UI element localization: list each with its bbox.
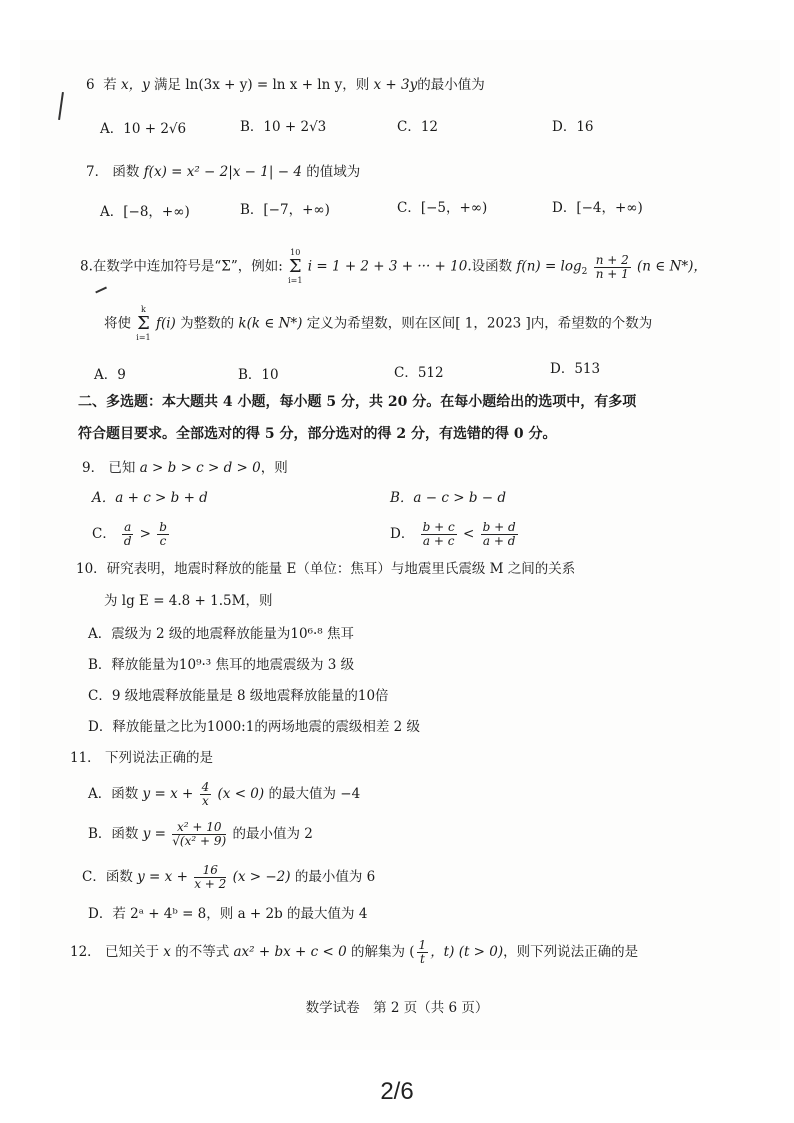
fraction: $\frac{4}{x}$ <box>201 780 210 808</box>
fraction: $\frac{b}{c}$ <box>159 520 167 548</box>
option-a: A．震级为 2 级的地震释放能量为10⁶·⁸ 焦耳 <box>88 626 355 642</box>
equation: ln(3x + y) = ln x + ln y <box>185 77 343 93</box>
option-c: C．512 <box>394 365 444 381</box>
option-c: C．9 级地震释放能量是 8 级地震释放能量的10倍 <box>88 688 389 704</box>
question-number: 6 <box>86 77 95 93</box>
section-instructions: 符合题目要求。全部选对的得 5 分，部分选对的得 2 分，有选错的得 0 分。 <box>78 426 557 442</box>
section-heading: 二、多选题：本大题共 4 小题，每小题 5 分，共 20 分。在每小题给出的选项中，有多项 <box>78 394 637 410</box>
option-b: B．释放能量为10⁹·³ 焦耳的地震震级为 3 级 <box>88 657 355 673</box>
fraction: $\frac{a}{d}$ <box>123 520 132 548</box>
question-10-stem-cont: 为 lg E = 4.8 + 1.5M，则 <box>104 593 273 609</box>
question-8-line2: 将使 k Σ i=1 f(i) 为整数的 k(k ∈ N*) 定义为希望数，则在区间[ 1，2023 ]内，希望数的个数为 <box>104 305 653 342</box>
question-8-line1: 8.在数学中连加符号是“Σ”，例如: 10 Σ i=1 i = 1 + 2 + 3 + ··· + 10.设函数 $f(n) = \log_2$ $\frac{n + 2}{n + 1}$ (n ∈ N*)， <box>80 248 707 285</box>
option-c: C．[−5，+∞) <box>397 200 488 216</box>
question-6-stem: 6 若 x，y 满足 ln(3x + y) = ln x + ln y，则 x + 3y的最小值为 <box>86 77 485 93</box>
question-10-stem: 10．研究表明，地震时释放的能量 E（单位：焦耳）与地震里氏震级 M 之间的关系 <box>76 561 576 577</box>
fraction: $\frac{1}{t}$ <box>418 938 427 966</box>
option-c: C．函数 y = x + $\frac{16}{x + 2}$ (x > −2) 的最小值为 6 <box>82 863 376 891</box>
option-d: D．[−4，+∞) <box>552 200 643 216</box>
option-c: C． $\frac{a}{d}$ > $\frac{b}{c}$ <box>92 520 167 548</box>
option-d: D．513 <box>550 361 601 377</box>
option-b: B．a − c > b − d <box>390 490 506 506</box>
option-c: C．12 <box>397 119 439 135</box>
question-number: 7． <box>86 164 109 180</box>
page-indicator: 2/6 <box>380 1078 414 1105</box>
option-b: B．函数 y = $\frac{\text{x² + 10}}{\text{√(x² + 9)}}$ 的最小值为 2 <box>88 820 313 848</box>
option-a: A．9 <box>94 367 126 383</box>
option-a: A．a + c > b + d <box>92 490 208 506</box>
option-a: A．10 + 2√6 <box>100 121 187 137</box>
question-9-stem: 9． 已知 a > b > c > d > 0，则 <box>82 460 288 476</box>
option-a: A．[−8，+∞) <box>100 204 190 220</box>
question-number: 9． <box>82 460 105 476</box>
question-number: 12． <box>70 944 101 960</box>
option-b: B．10 + 2√3 <box>240 119 327 135</box>
question-12-stem: 12． 已知关于 x 的不等式 ax² + bx + c < 0 的解集为 ( $\frac{1}{t}$ ，t) (t > 0)，则下列说法正确的是 <box>70 938 639 966</box>
option-d: D．若 2ᵃ + 4ᵇ = 8，则 a + 2b 的最大值为 4 <box>88 906 368 922</box>
page-footer: 数学试卷 第 2 页（共 6 页） <box>305 1000 489 1016</box>
question-number: 11． <box>70 750 101 766</box>
option-a: A．函数 y = x + $\frac{4}{x}$ (x < 0) 的最大值为 −4 <box>88 780 361 808</box>
summation-symbol: 10 Σ i=1 <box>288 248 303 285</box>
option-d: D． $\frac{b + c}{a + c}$ < $\frac{b + d}{a + d}$ <box>390 520 516 548</box>
question-11-stem: 11． 下列说法正确的是 <box>70 750 213 766</box>
fraction: $\frac{b + d}{a + d}$ <box>482 520 516 548</box>
summation-symbol: k Σ i=1 <box>136 305 151 342</box>
option-b: B．10 <box>238 367 279 383</box>
function: f(x) = x² − 2|x − 1| − 4 <box>143 164 302 180</box>
fraction: $\frac{n + 2}{n + 1}$ <box>595 252 629 281</box>
fraction: $\frac{\text{x² + 10}}{\text{√(x² + 9)}}$ <box>172 820 227 848</box>
option-d: D．释放能量之比为1000:1的两场地震的震级相差 2 级 <box>88 719 420 735</box>
question-7-stem: 7． 函数 f(x) = x² − 2|x − 1| − 4 的值域为 <box>86 164 361 180</box>
fraction: $\frac{b + c}{a + c}$ <box>422 520 455 548</box>
option-d: D．16 <box>552 119 594 135</box>
fraction: $\frac{16}{x + 2}$ <box>194 863 227 891</box>
option-b: B．[−7，+∞) <box>240 202 330 218</box>
